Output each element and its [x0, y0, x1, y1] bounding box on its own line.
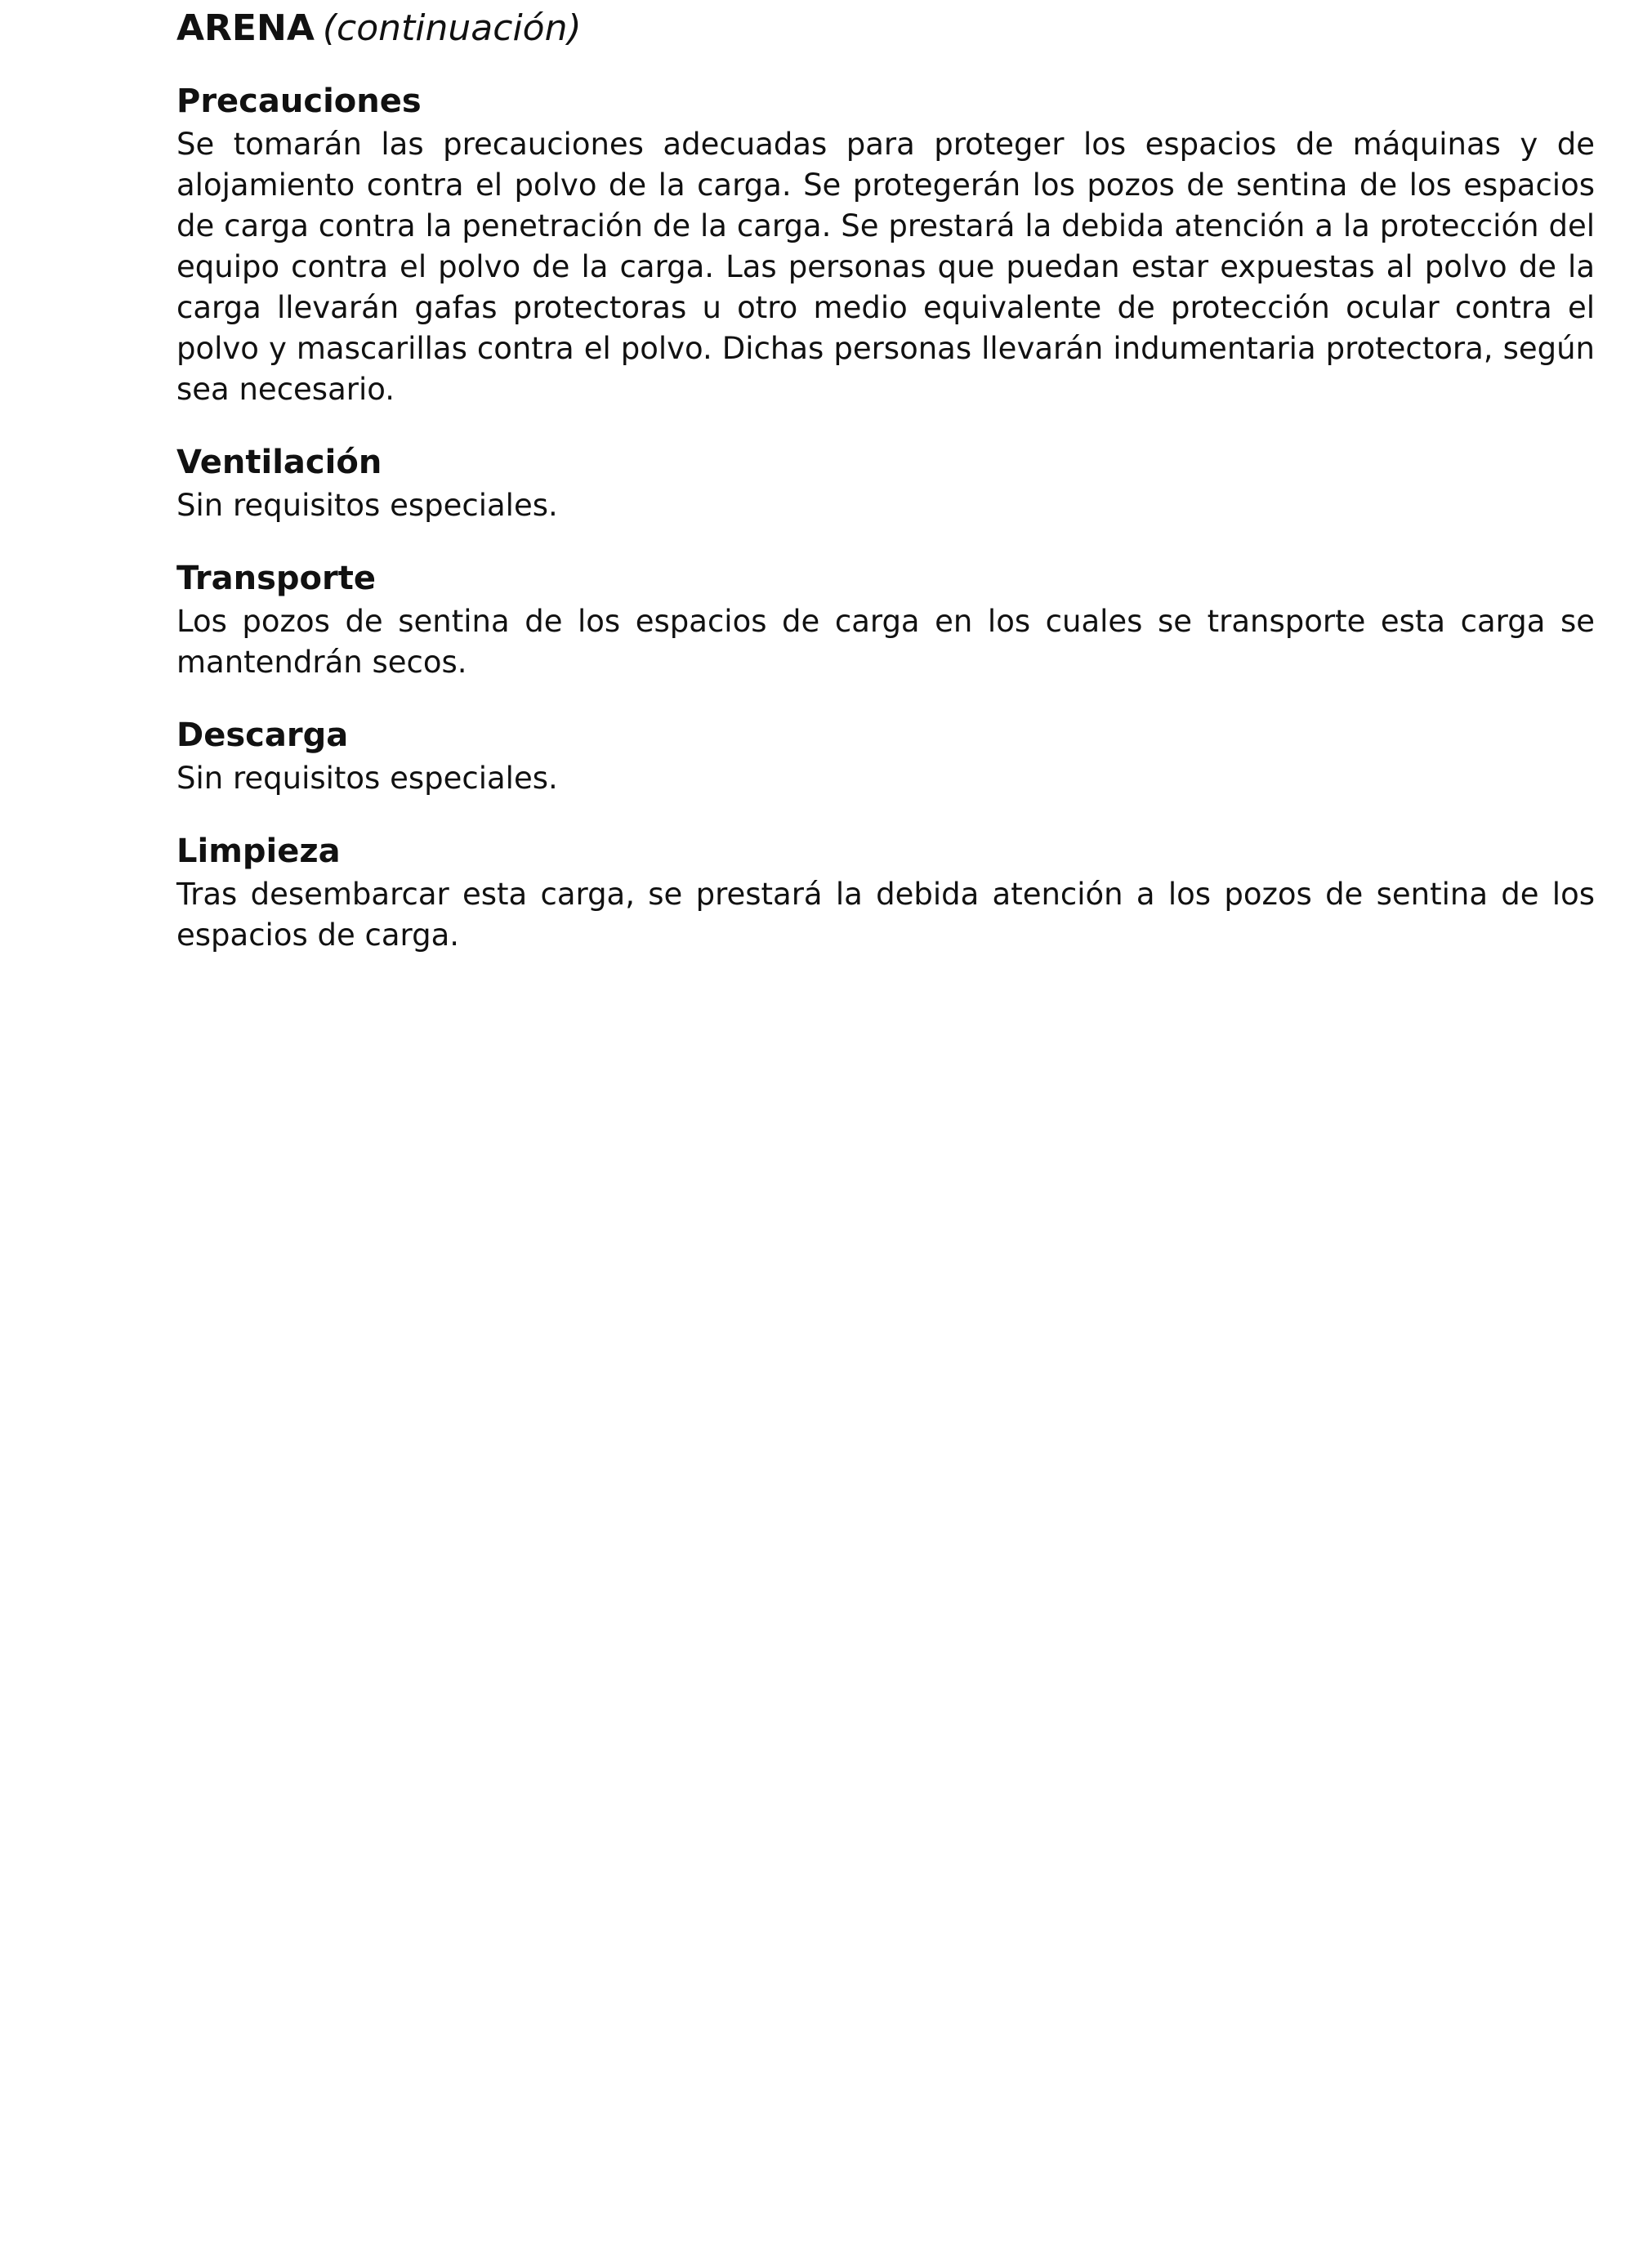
section-body: Sin requisitos especiales.	[176, 761, 558, 796]
section-ventilacion	[176, 440, 1595, 526]
document-title-continuation: (continuación)	[322, 7, 582, 49]
section-precauciones	[176, 78, 1595, 410]
section-heading: Ventilación	[176, 444, 382, 481]
document-page	[176, 0, 1595, 956]
section-transporte	[176, 556, 1595, 683]
section-body: Los pozos de sentina de los espacios de carga en los cuales se transporte esta carga se mantendrán secos.	[176, 604, 1595, 680]
document-title	[176, 0, 1595, 54]
section-heading: Descarga	[176, 717, 349, 754]
section-descarga	[176, 712, 1595, 799]
section-heading: Transporte	[176, 560, 376, 597]
section-body: Tras desembarcar esta carga, se prestará la debida atención a los pozos de sentina de los espacios de carga.	[176, 877, 1595, 953]
section-limpieza	[176, 828, 1595, 956]
section-body: Se tomarán las precauciones adecuadas para proteger los espacios de máquinas y de alojamiento contra el polvo de la carga. Se protegerán los pozos de sentina de los espacios de carga contra la penetración de la carga. Se prestará la debida atención a la protección del equipo contra el polvo de la carga. Las personas que puedan estar expuestas al polvo de la carga llevarán gafas protectoras u otro medio equivalente de protección ocular contra el polvo y mascarillas contra el polvo. Dichas personas llevarán indumentaria protectora, según sea necesario.	[176, 127, 1595, 407]
section-heading: Precauciones	[176, 83, 422, 120]
section-body: Sin requisitos especiales.	[176, 488, 558, 523]
section-heading: Limpieza	[176, 833, 341, 870]
document-title-main: ARENA	[176, 7, 315, 49]
